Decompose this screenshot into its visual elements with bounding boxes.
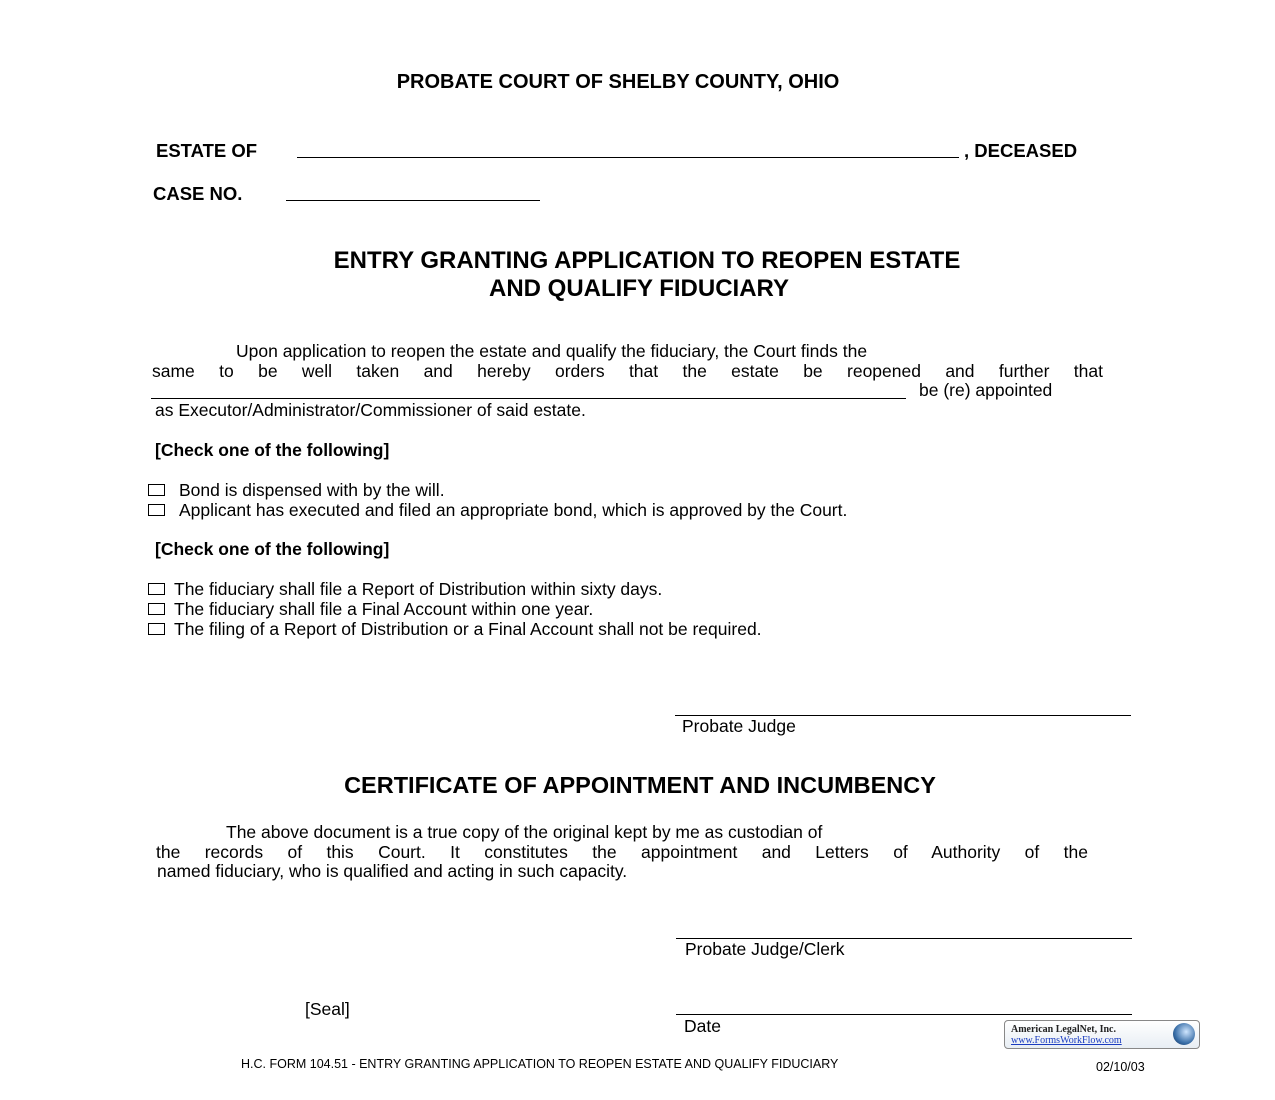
option-label: The fiduciary shall file a Report of Distribution within sixty days.: [174, 579, 663, 599]
judge-signature-label: Probate Judge: [682, 716, 796, 736]
estate-of-label: ESTATE OF: [156, 140, 258, 161]
report-option-1[interactable]: [148, 581, 662, 599]
case-no-label: CASE NO.: [153, 183, 243, 204]
date-line[interactable]: [676, 1014, 1132, 1015]
checkbox[interactable]: [148, 484, 165, 496]
option-label: Applicant has executed and filed an appropriate bond, which is approved by the Court.: [179, 500, 848, 520]
paragraph-line3: be (re) appointed: [919, 380, 1053, 400]
checkbox[interactable]: [148, 583, 165, 595]
court-title: PROBATE COURT OF SHELBY COUNTY, OHIO: [396, 71, 840, 93]
fiduciary-name-field[interactable]: [151, 398, 906, 399]
paragraph-line4: as Executor/Administrator/Commissioner of said estate.: [155, 400, 586, 420]
footer-form: H.C. FORM 104.51 - ENTRY GRANTING APPLICATION TO REOPEN ESTATE AND QUALIFY FIDUCIARY: [241, 1057, 839, 1071]
certificate-line3: named fiduciary, who is qualified and acting in such capacity.: [157, 861, 628, 881]
clerk-signature-label: Probate Judge/Clerk: [685, 939, 845, 959]
footer-date: 02/10/03: [1096, 1060, 1145, 1074]
paragraph-line2: same to be well taken and hereby orders that the estate be reopened and further that: [152, 361, 1103, 381]
bond-option-2[interactable]: [148, 502, 847, 520]
report-option-2[interactable]: [148, 601, 593, 619]
report-option-3[interactable]: [148, 621, 762, 639]
certificate-line2: the records of this Court. It constitutes the appointment and Letters of Authority of the: [156, 842, 1088, 862]
group2-heading: [Check one of the following]: [155, 539, 390, 559]
deceased-label: , DECEASED: [964, 140, 1078, 161]
paragraph-line1: Upon application to reopen the estate and qualify the fiduciary, the Court finds the: [236, 341, 868, 361]
date-label: Date: [684, 1016, 721, 1036]
entry-title-line2: AND QUALIFY FIDUCIARY: [489, 275, 789, 302]
checkbox[interactable]: [148, 504, 165, 516]
checkbox[interactable]: [148, 603, 165, 615]
logo-company-name: American LegalNet, Inc.: [1011, 1024, 1116, 1035]
entry-title-line1: ENTRY GRANTING APPLICATION TO REOPEN ESTATE: [333, 247, 961, 274]
option-label: Bond is dispensed with by the will.: [179, 480, 445, 500]
logo-url-link[interactable]: www.FormsWorkFlow.com: [1011, 1035, 1122, 1046]
globe-icon: [1173, 1023, 1195, 1045]
option-label: The fiduciary shall file a Final Account within one year.: [174, 599, 594, 619]
estate-name-field[interactable]: [297, 157, 959, 158]
group1-heading: [Check one of the following]: [155, 440, 390, 460]
seal-label: [Seal]: [305, 999, 350, 1019]
bond-option-1[interactable]: [148, 482, 445, 500]
case-no-field[interactable]: [286, 200, 540, 201]
american-legalnet-logo[interactable]: [1004, 1020, 1200, 1049]
certificate-line1: The above document is a true copy of the original kept by me as custodian of: [226, 822, 823, 842]
option-label: The filing of a Report of Distribution or a Final Account shall not be required.: [174, 619, 762, 639]
certificate-title: CERTIFICATE OF APPOINTMENT AND INCUMBENCY: [344, 772, 936, 798]
checkbox[interactable]: [148, 623, 165, 635]
